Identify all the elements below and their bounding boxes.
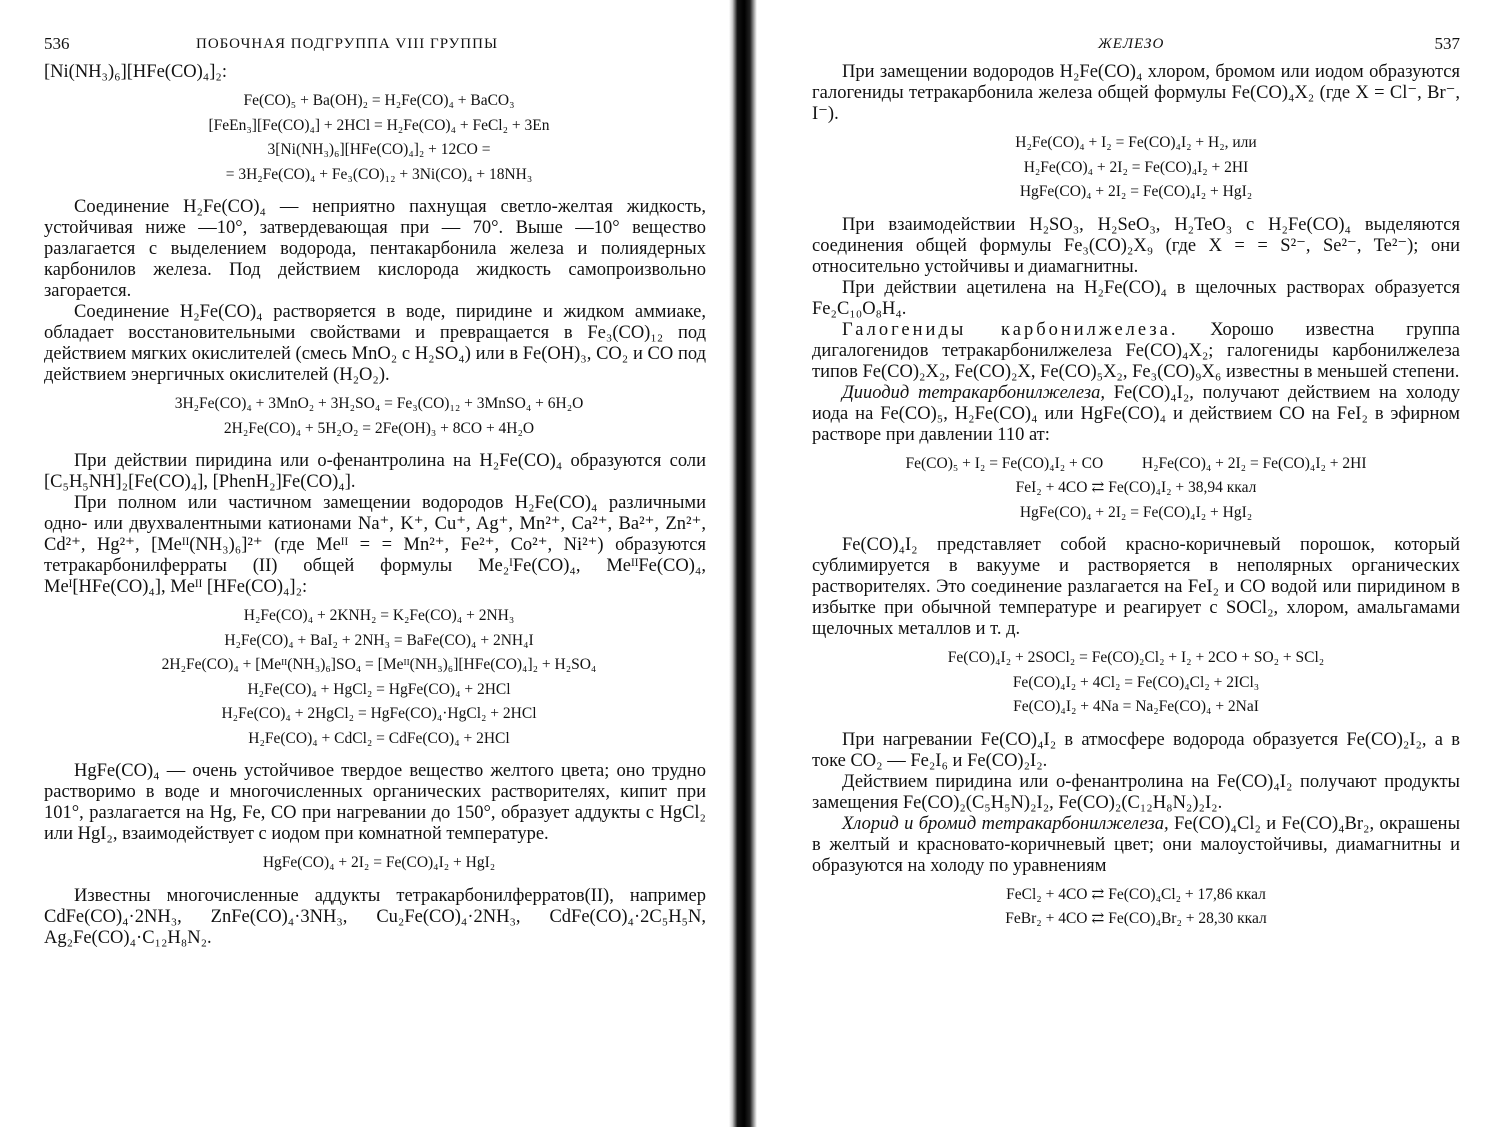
paragraph: При полном или частичном замещении водородов H₂Fe(CO)₄ различными одно- или двухвалентными катионами Na⁺, K⁺, Cu⁺, Ag⁺, Mn²⁺, Ca²⁺, Ba²⁺, Zn²⁺, Cd²⁺, Hg²⁺, [Meᴵᴵ(NH₃)₆]²⁺ (где Meᴵᴵ = = Mn²⁺, Fe²⁺, Co²⁺, Ni²⁺) образуются тетракарбонилферраты (II) общей формулы Me₂ᴵFe(CO)₄, MeᴵᴵFe(CO)₄, Meᴵ[HFe(CO)₄], Meᴵᴵ [HFe(CO)₄]₂: bbox=[44, 493, 706, 597]
compound-heading: Дииодид тетракарбонилжелеза, bbox=[842, 382, 1105, 403]
compound-heading: Хлорид и бромид тетракарбонилжелеза, bbox=[842, 813, 1169, 834]
left-page bbox=[0, 0, 728, 1127]
paragraph: Действием пиридина или о-фенантролина на Fe(CO)₄I₂ получают продукты замещения Fe(CO)₂(C₅H₅N)₂I₂, Fe(CO)₂(C₁₂H₈N₂)₂I₂. bbox=[812, 771, 1460, 813]
equation: H₂Fe(CO)₄ + CdCl₂ = CdFe(CO)₄ + 2HCl bbox=[248, 729, 510, 747]
equation: [FeEn₃][Fe(CO)₄] + 2HCl = H₂Fe(CO)₄ + FeCl₂ + 3En bbox=[208, 116, 550, 134]
paragraph-text: Fe(CO)₄Cl₂ и Fe(CO)₄Br₂, окрашены в желтый и красновато-коричневый цвет; они малоустойчивы, диамагнитны и образуются на холоду по уравнениям bbox=[812, 813, 1461, 876]
paragraph bbox=[812, 814, 1460, 877]
paragraph bbox=[812, 320, 1460, 383]
equation: Fe(CO)₅ + Ba(OH)₂ = H₂Fe(CO)₄ + BaCO₃ bbox=[243, 92, 515, 109]
equation: HgFe(CO)₄ + 2I₂ = Fe(CO)₄I₂ + HgI₂ bbox=[1019, 183, 1253, 200]
right-page-header bbox=[812, 34, 1460, 62]
right-page-number: 537 bbox=[1434, 34, 1460, 53]
equation: H₂Fe(CO)₄ + 2HgCl₂ = HgFe(CO)₄·HgCl₂ + 2HCl bbox=[221, 705, 537, 722]
paragraph: HgFe(CO)₄ — очень устойчивое твердое вещество желтого цвета; оно трудно растворимо в воде и многочисленных органических растворителях, кипит при 101°, разлагается на Hg, Fe, CO при нагревании до 150°, образует аддукты с HgCl₂ или HgI₂, взаимодействует с иодом при комнатной температуре. bbox=[44, 761, 706, 844]
equation: H₂Fe(CO)₄ + BaI₂ + 2NH₃ = BaFe(CO)₄ + 2NH₄I bbox=[224, 631, 534, 649]
equation: Fe(CO)₄I₂ + 4Cl₂ = Fe(CO)₄Cl₂ + 2ICl₃ bbox=[1012, 673, 1260, 691]
equation: 2H₂Fe(CO)₄ + 5H₂O₂ = 2Fe(OH)₃ + 8CO + 4H₂O bbox=[223, 419, 535, 437]
paragraph: При действии пиридина или о-фенантролина на H₂Fe(CO)₄ образуются соли [C₅H₅NH]₂[Fe(CO)₄], [PhenH₂]Fe(CO)₄]. bbox=[44, 451, 706, 492]
paragraph: Соединение H₂Fe(CO)₄ — неприятно пахнущая светло-желтая жидкость, устойчивая ниже —10°, затвердевающая при — 70°. Выше —10° вещество разлагается с выделением водорода, пентакарбонила железа и полиядерных карбонилов железа. Под действием кислорода жидкость самопроизвольно загорается. bbox=[44, 197, 706, 301]
equation: Fe(CO)₄I₂ + 2SOCl₂ = Fe(CO)₂Cl₂ + I₂ + 2CO + SO₂ + SCl₂ bbox=[947, 649, 1325, 666]
book-spine-gutter bbox=[729, 0, 757, 1127]
left-running-title: ПОБОЧНАЯ ПОДГРУППА VIII ГРУППЫ bbox=[196, 36, 499, 52]
paragraph: [Ni(NH₃)₆][HFe(CO)₄]₂: bbox=[44, 62, 228, 82]
equation-block bbox=[44, 851, 706, 876]
equation: = 3H₂Fe(CO)₄ + Fe₃(CO)₁₂ + 3Ni(CO)₄ + 18NH₃ bbox=[225, 165, 533, 183]
equation: H₂Fe(CO)₄ + HgCl₂ = HgFe(CO)₄ + 2HCl bbox=[247, 680, 511, 698]
equation: H₂Fe(CO)₄ + 2I₂ = Fe(CO)₄I₂ + 2HI bbox=[1023, 158, 1249, 176]
left-page-number: 536 bbox=[44, 34, 70, 53]
paragraph-text: Хорошо известна группа дигалогенидов тетракарбонилжелеза Fe(CO)₄X₂; галогениды карбонилжелеза типов Fe(CO)₂X₂, Fe(CO)₂X, Fe(CO)₅X₂, Fe₃(CO)₉X₆ известны в меньшей степени. bbox=[812, 319, 1460, 382]
equation-block bbox=[812, 646, 1460, 720]
equation-block bbox=[44, 392, 706, 441]
paragraph-text: Fe(CO)₄I₂, получают действием на холоду иода на Fe(CO)₅, H₂Fe(CO)₄ или HgFe(CO)₄ и действием CO на FeI₂ в эфирном растворе при давлении 110 ат: bbox=[812, 382, 1461, 445]
paragraph: При взаимодействии H₂SO₃, H₂SeO₃, H₂TeO₃ с H₂Fe(CO)₄ выделяются соединения общей формулы Fe₃(CO)₂X₉ (где X = = S²⁻, Se²⁻, Te²⁻); они относительно устойчивы и диамагнитны. bbox=[812, 214, 1460, 277]
right-page bbox=[758, 0, 1504, 1127]
equation: FeI₂ + 4CO ⇄ Fe(CO)₄I₂ + 38,94 ккал bbox=[1015, 479, 1257, 496]
paragraph: Соединение H₂Fe(CO)₄ растворяется в воде, пиридине и жидком аммиаке, обладает восстановительными свойствами и превращается в Fe₃(CO)₁₂ под действием мягких окислителей (смесь MnO₂ с H₂SO₄) или в Fe(OH)₃, CO₂ и CO под действием энергичных окислителей (H₂O₂). bbox=[44, 302, 706, 385]
equation-block bbox=[812, 883, 1460, 932]
equation: Fe(CO)₅ + I₂ = Fe(CO)₄I₂ + CO H₂Fe(CO)₄ + 2I₂ = Fe(CO)₄I₂ + 2HI bbox=[905, 454, 1367, 472]
equation-block bbox=[44, 604, 706, 751]
paragraph: При нагревании Fe(CO)₄I₂ в атмосфере водорода образуется Fe(CO)₂I₂, а в токе CO₂ — Fe₂I₆ и Fe(CO)₂I₂. bbox=[812, 729, 1460, 771]
equation-block bbox=[812, 131, 1460, 205]
left-page-header bbox=[44, 34, 706, 62]
paragraph: При действии ацетилена на H₂Fe(CO)₄ в щелочных растворах образуется Fe₂C₁₀O₈H₄. bbox=[812, 277, 1460, 319]
right-running-title: ЖЕЛЕЗО bbox=[1098, 36, 1165, 52]
equation: H₂Fe(CO)₄ + I₂ = Fe(CO)₄I₂ + H₂, или bbox=[1015, 134, 1257, 151]
paragraph: Известны многочисленные аддукты тетракарбонилферратов(II), например CdFe(CO)₄·2NH₃, ZnFe(CO)₄·3NH₃, Cu₂Fe(CO)₄·2NH₃, CdFe(CO)₄·2C₅H₅N, Ag₂Fe(CO)₄·C₁₂H₈N₂. bbox=[44, 885, 706, 948]
equation: H₂Fe(CO)₄ + 2KNH₂ = K₂Fe(CO)₄ + 2NH₃ bbox=[243, 607, 515, 624]
equation-block bbox=[44, 89, 706, 187]
paragraph: Fe(CO)₄I₂ представляет собой красно-коричневый порошок, который сублимируется в вакууме и растворяется в неполярных органических растворителях. Это соединение разлагается на FeI₂ и CO водой или пиридином в избытке при обычной температуре и реагирует с SOCl₂, хлором, амальгамами щелочных металлов и т. д. bbox=[812, 535, 1460, 639]
equation: FeCl₂ + 4CO ⇄ Fe(CO)₄Cl₂ + 17,86 ккал bbox=[1006, 885, 1266, 903]
paragraph bbox=[812, 383, 1460, 446]
equation: 2H₂Fe(CO)₄ + [Meᴵᴵ(NH₃)₆]SO₄ = [Meᴵᴵ(NH₃)₆][HFe(CO)₄]₂ + H₂SO₄ bbox=[161, 656, 597, 673]
equation: 3H₂Fe(CO)₄ + 3MnO₂ + 3H₂SO₄ = Fe₃(CO)₁₂ + 3MnSO₄ + 6H₂O bbox=[174, 395, 584, 412]
equation: HgFe(CO)₄ + 2I₂ = Fe(CO)₄I₂ + HgI₂ bbox=[262, 854, 496, 871]
section-heading: Галогениды карбонилжелеза. bbox=[842, 319, 1179, 340]
equation: Fe(CO)₄I₂ + 4Na = Na₂Fe(CO)₄ + 2NaI bbox=[1013, 698, 1259, 715]
equation-block bbox=[812, 452, 1460, 526]
paragraph: При замещении водородов H₂Fe(CO)₄ хлором, бромом или иодом образуются галогениды тетракарбонила железа общей формулы Fe(CO)₄X₂ (где X = Cl⁻, Br⁻, I⁻). bbox=[812, 62, 1460, 124]
equation: 3[Ni(NH₃)₆][HFe(CO)₄]₂ + 12CO = bbox=[267, 141, 491, 158]
equation: HgFe(CO)₄ + 2I₂ = Fe(CO)₄I₂ + HgI₂ bbox=[1019, 503, 1253, 521]
equation: FeBr₂ + 4CO ⇄ Fe(CO)₄Br₂ + 28,30 ккал bbox=[1005, 910, 1267, 927]
